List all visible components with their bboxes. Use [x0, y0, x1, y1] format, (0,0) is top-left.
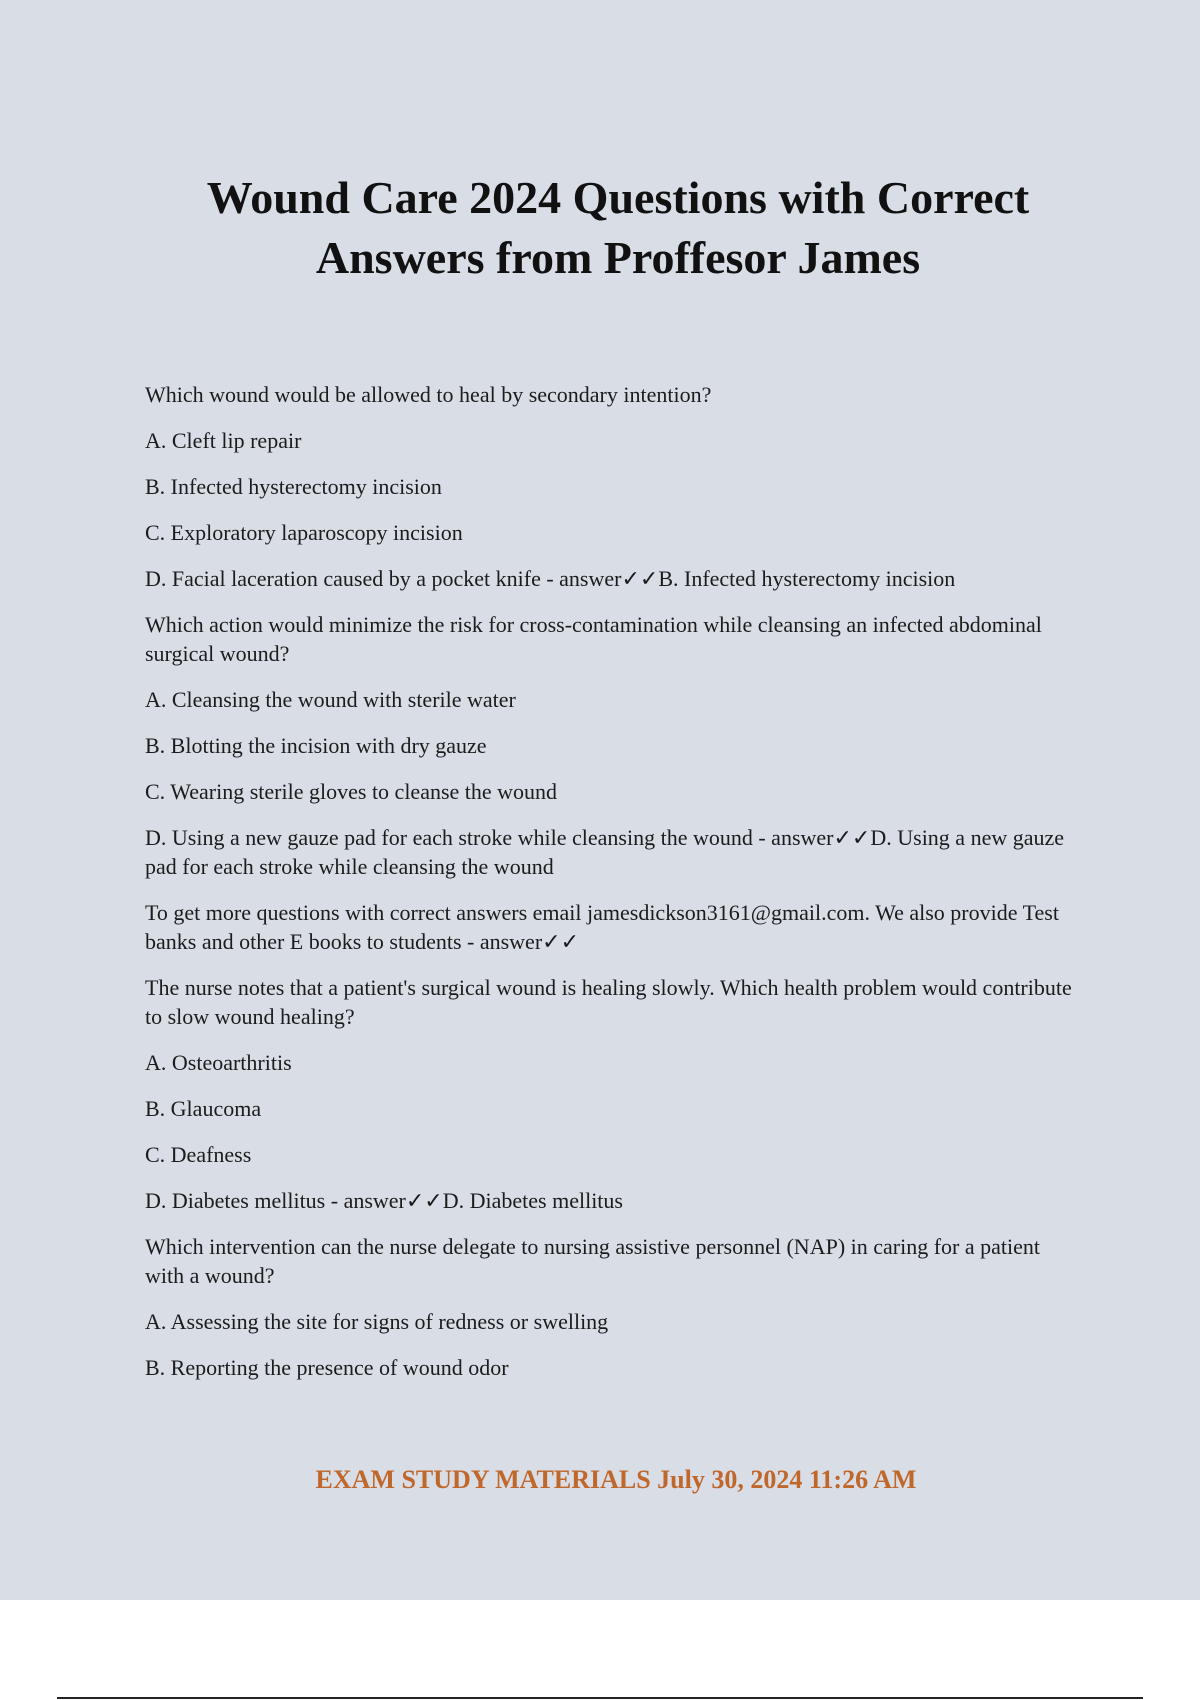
question-1-option-d-answer: D. Facial laceration caused by a pocket knife - answer✓✓B. Infected hysterectomy incision	[145, 566, 956, 591]
question-2-option-b: B. Blotting the incision with dry gauze	[145, 733, 487, 758]
question-3-option-c: C. Deafness	[145, 1142, 252, 1167]
question-4: Which intervention can the nurse delegate to nursing assistive personnel (NAP) in caring for a patient with a wound?	[145, 1234, 1041, 1288]
question-2: Which action would minimize the risk for cross-contamination while cleansing an infected abdominal surgical wound?	[145, 612, 1042, 666]
question-1-option-c: C. Exploratory laparoscopy incision	[145, 520, 463, 545]
question-4-option-b: B. Reporting the presence of wound odor	[145, 1355, 509, 1380]
question-1-option-b: B. Infected hysterectomy incision	[145, 474, 442, 499]
question-2-option-a: A. Cleansing the wound with sterile water	[145, 687, 516, 712]
bottom-divider	[57, 1697, 1143, 1699]
document-body	[145, 380, 1080, 1399]
question-3: The nurse notes that a patient's surgical wound is healing slowly. Which health problem would contribute to slow wound healing?	[145, 975, 1072, 1029]
question-4-option-a: A. Assessing the site for signs of redness or swelling	[145, 1309, 609, 1334]
exam-stamp: EXAM STUDY MATERIALS July 30, 2024 11:26 AM	[315, 1465, 917, 1494]
question-3-option-b: B. Glaucoma	[145, 1096, 262, 1121]
question-1: Which wound would be allowed to heal by secondary intention?	[145, 382, 712, 407]
question-2-option-d-answer: D. Using a new gauze pad for each stroke while cleansing the wound - answer✓✓D. Using a new gauze pad for each stroke while cleansing the wound	[145, 825, 1065, 879]
document-title: Wound Care 2024 Questions with Correct Answers from Proffesor James	[206, 172, 1030, 283]
question-1-option-a: A. Cleft lip repair	[145, 428, 302, 453]
question-2-option-c: C. Wearing sterile gloves to cleanse the wound	[145, 779, 558, 804]
promo-note: To get more questions with correct answers email jamesdickson3161@gmail.com. We also provide Test banks and other E books to students - answer✓✓	[145, 900, 1059, 954]
question-3-option-d-answer: D. Diabetes mellitus - answer✓✓D. Diabetes mellitus	[145, 1188, 623, 1213]
question-3-option-a: A. Osteoarthritis	[145, 1050, 292, 1075]
